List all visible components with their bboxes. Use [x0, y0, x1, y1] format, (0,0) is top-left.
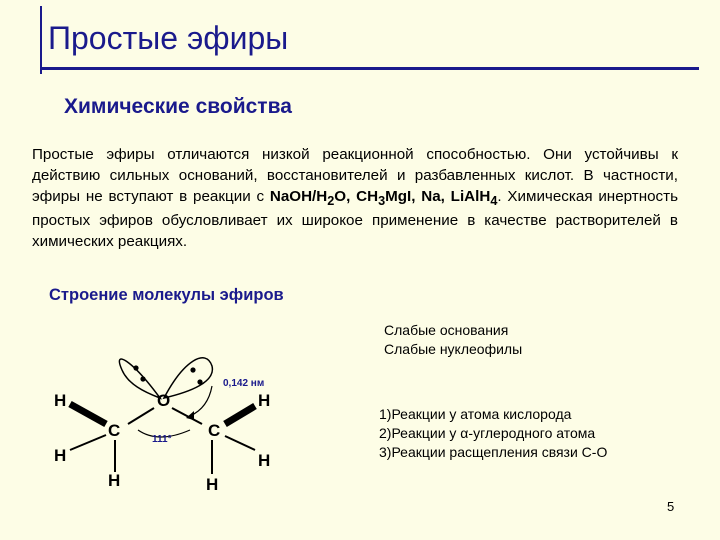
atom-carbon: C: [208, 421, 221, 440]
bond-c-h: [225, 406, 255, 424]
bond-h-c: [70, 404, 106, 424]
atom-hydrogen: H: [258, 391, 271, 410]
reagent-naoh: NaOH/$H_2O$, $CH_3MgI$, Na, LiAlH$_4$: [269, 187, 498, 208]
property-item: Слабые основания: [384, 322, 509, 338]
section-heading: Строение молекулы эфиров: [49, 286, 284, 304]
bond-h-c: [70, 435, 106, 450]
electron-dot: [190, 367, 195, 372]
title-accent-bar: [40, 6, 42, 74]
atom-hydrogen: H: [206, 475, 219, 494]
electron-dot: [133, 365, 138, 370]
bond-angle-label: 111°: [152, 434, 172, 445]
reaction-item: 1)Реакции у атома кислорода: [379, 406, 572, 422]
bond-o-c: [172, 408, 202, 424]
electron-dot: [197, 379, 202, 384]
body-paragraph: [32, 145, 678, 253]
property-item: Слабые нуклеофилы: [384, 341, 523, 357]
electron-dot: [140, 376, 145, 381]
reaction-item: 3)Реакции расщепления связи С-О: [379, 444, 608, 460]
bond-length-arrow: [190, 386, 212, 416]
atom-oxygen: O: [157, 391, 171, 410]
slide-subtitle: Химические свойства: [64, 95, 292, 118]
lone-pair-orbital-right: [164, 358, 212, 398]
bond-c-h: [225, 436, 255, 450]
atom-hydrogen: H: [54, 391, 67, 410]
reaction-item: 2)Реакции у α-углеродного атома: [379, 425, 596, 441]
bond-length-label: 0,142 нм: [223, 378, 265, 389]
page-number: 5: [667, 499, 675, 514]
atom-hydrogen: H: [108, 471, 121, 490]
atom-hydrogen: H: [258, 451, 271, 470]
title-underline: [40, 67, 699, 70]
bond-c-o: [128, 408, 154, 424]
lone-pair-orbital-left: [119, 359, 160, 398]
slide-title: Простые эфиры: [48, 20, 289, 56]
atom-carbon: C: [108, 421, 121, 440]
reactions-list: [379, 405, 607, 462]
paragraph-text-1: Простые эфиры отличаются низкой реакционной способностью. Они устойчивы к действию сильных оснований, восстановителей и разбавленных кислот. В частности, эфиры не вступают в реакции с: [32, 146, 678, 205]
ether-molecule-diagram: [40, 340, 290, 500]
paragraph-text-2: . Химическая инертность простых эфиров обусловливает их широкое применение в качестве растворителей в химических реакциях.: [32, 187, 679, 251]
properties-list: [384, 321, 522, 359]
atom-hydrogen: H: [54, 446, 67, 465]
